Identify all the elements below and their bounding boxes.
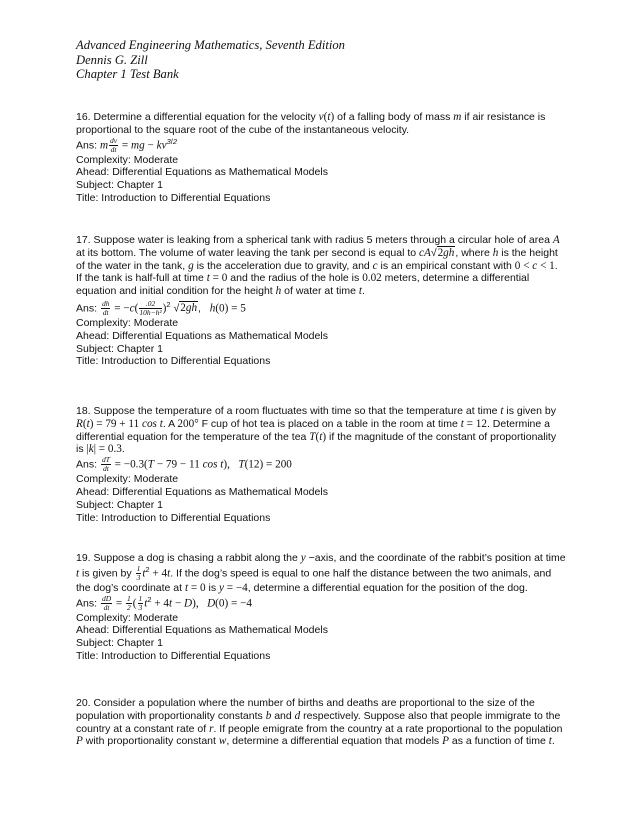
answer-label: Ans: <box>76 138 98 151</box>
subject-label: Subject: Chapter 1 <box>76 179 163 192</box>
question-text-part: Determine a differential equation for the velocity <box>93 111 316 123</box>
question-number: 18. <box>76 405 91 417</box>
metadata-block <box>76 154 566 205</box>
question-number: 16. <box>76 111 91 123</box>
complexity-label: Complexity: Moderate <box>76 611 179 624</box>
question-text-part: if air resistance is proportional to the square root of the cube of the instantaneous velocity. <box>76 111 546 136</box>
question-20 <box>76 697 566 748</box>
ahead-label: Ahead: Differential Equations as Mathematical Models <box>76 166 328 179</box>
complexity-label: Complexity: Moderate <box>76 473 179 486</box>
title-label: Title: Introduction to Differential Equations <box>76 511 271 524</box>
author-name: Dennis G. Zill <box>76 52 148 67</box>
subject-label: Subject: Chapter 1 <box>76 637 163 650</box>
title-label: Title: Introduction to Differential Equations <box>76 649 271 662</box>
question-18 <box>76 405 566 524</box>
subject-label: Subject: Chapter 1 <box>76 342 163 355</box>
question-text: 18. Suppose the temperature of a room fluctuates with time so that the temperature at time t is given by R(t) = 79 + 11 cos t. A 200° F cup of hot tea is placed on a table in the room at time t = 12. Determine a differential equation for the temperature of the tea T(t) if the magnitude of the constant of proportionality is |k| = 0.3. <box>76 405 557 456</box>
title-label: Title: Introduction to Differential Equations <box>76 191 271 204</box>
answer-line: Ans: $\frac{dh}{dt}$ = −c( $\frac{.02}{\text{10h−h²}}$ )$^2$ √2gh, h(0) = 5 <box>76 298 246 317</box>
question-text: 17. Suppose water is leaking from a spherical tank with radius 5 meters through a circular hole of area A at its bottom. The volume of water leaving the tank per second is equal to cA√2gh, where h is the height of the water in the tank, g is the acceleration due to gravity, and c is an empirical constant with 0 < c < 1. If the tank is half-full at time t = 0 and the radius of the hole is 0.02 meters, determine a differential equation and initial condition for the height h of water at time t. <box>76 234 560 298</box>
question-16 <box>76 111 566 205</box>
question-number: 20. <box>76 697 91 709</box>
book-title: Advanced Engineering Mathematics, Seventh Edition <box>76 38 345 52</box>
answer-line: Ans: $\frac{dD}{dt}$ = $\frac{1}{2}$ ( $\frac{1}{3}$ $t^2 + 4t - D$), D(0) = −4 <box>76 593 253 612</box>
answer-line: Ans: $\frac{dT}{dt}$ = −0.3(T − 79 − 11 cos t), T(12) = 200 <box>76 455 292 474</box>
chapter-label: Chapter 1 Test Bank <box>76 67 179 82</box>
ahead-label: Ahead: Differential Equations as Mathematical Models <box>76 624 328 637</box>
question-number: 19. <box>76 552 91 564</box>
question-text-part: of a falling body of mass <box>337 111 451 123</box>
ahead-label: Ahead: Differential Equations as Mathematical Models <box>76 329 328 342</box>
document-header <box>76 38 345 82</box>
question-19 <box>76 552 566 663</box>
answer-label: Ans: <box>76 458 98 471</box>
question-number: 17. <box>76 234 91 246</box>
question-17 <box>76 234 566 368</box>
question-text: 16. Determine a differential equation for the velocity v(t) of a falling body of mass m if air resistance is proportional to the square root of the cube of the instantaneous velocity. <box>76 111 546 136</box>
subject-label: Subject: Chapter 1 <box>76 498 163 511</box>
answer-label: Ans: <box>76 596 98 609</box>
answer-label: Ans: <box>76 302 98 315</box>
ahead-label: Ahead: Differential Equations as Mathematical Models <box>76 485 328 498</box>
title-label: Title: Introduction to Differential Equations <box>76 355 271 368</box>
metadata-block <box>76 473 566 524</box>
metadata-block <box>76 612 566 663</box>
metadata-block <box>76 317 566 368</box>
complexity-label: Complexity: Moderate <box>76 153 179 166</box>
question-text: 20. Consider a population where the number of births and deaths are proportional to the size of the population with proportionality constants b and d respectively. Suppose also that people immigrate to the country at a constant rate of r. If people emigrate from the country at a rate proportional to the population P with proportionality constant w, determine a differential equation that models P as a function of time t. <box>76 697 563 748</box>
answer-line: Ans: m $\frac{dv}{dt}$ = mg − $kv^{3/2}$ <box>76 135 177 154</box>
question-text: 19. Suppose a dog is chasing a rabbit along the y −axis, and the coordinate of the rabbit’s position at time t is given by $\frac{1}{3}$ $t^2 + 4t$. If the dog’s speed is equal to one half the distance between the two animals, and the dog’s coordinate at t = 0 is y = −4, determine a differential equation for the position of the dog. <box>76 552 566 594</box>
complexity-label: Complexity: Moderate <box>76 316 179 329</box>
